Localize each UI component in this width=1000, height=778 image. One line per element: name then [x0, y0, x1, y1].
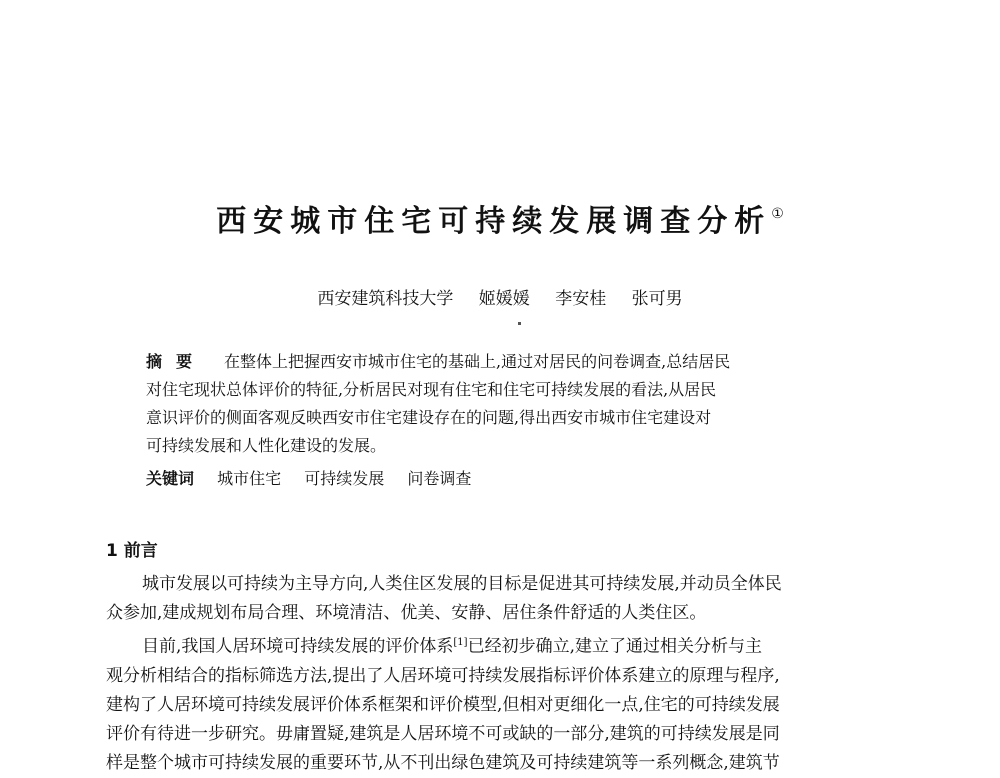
citation-ref[interactable]: [1]	[453, 637, 468, 648]
section-heading: 1 前言	[106, 541, 158, 561]
body-line: 城市发展以可持续为主导方向,人类住区发展的目标是促进其可持续发展,并动员全体民	[142, 574, 782, 594]
body-line: 目前,我国人居环境可持续发展的评价体系[1]已经初步确立,建立了通过相关分析与主	[142, 636, 762, 657]
separator-dot	[518, 322, 521, 325]
body-line: 样是整个城市可持续发展的重要环节,从不刊出绿色建筑及可持续建筑等一系列概念,建筑节	[106, 752, 780, 773]
keyword: 问卷调查	[407, 469, 472, 488]
abstract-line: 可持续发展和人性化建设的发展。	[146, 436, 387, 455]
keywords-label: 关键词	[146, 469, 195, 488]
title-footnote-mark: ①	[771, 206, 784, 222]
body-line: 建构了人居环境可持续发展评价体系框架和评价模型,但相对更细化一点,住宅的可持续发展	[106, 694, 780, 715]
abstract-label: 摘要	[146, 352, 207, 371]
body-line: 观分析相结合的指标筛选方法,提出了人居环境可持续发展指标评价体系建立的原理与程序,	[106, 665, 780, 686]
paper-title	[0, 196, 1000, 240]
keyword: 可持续发展	[304, 469, 385, 488]
body-line: 众参加,建成规划布局合理、环境清洁、优美、安静、居住条件舒适的人类住区。	[106, 603, 707, 623]
abstract-line: 对住宅现状总体评价的特征,分析居民对现有住宅和住宅可持续发展的看法,从居民	[146, 380, 717, 399]
title-text: 西安城市住宅可持续发展调查分析	[216, 204, 772, 239]
affiliation: 西安建筑科技大学	[317, 289, 454, 309]
abstract-line: 意识评价的侧面客观反映西安市住宅建设存在的问题,得出西安市城市住宅建设对	[146, 408, 712, 427]
section-body	[106, 570, 906, 778]
author-name: 张可男	[631, 289, 683, 309]
author-line	[0, 284, 1000, 309]
author-name: 姬媛媛	[478, 289, 530, 309]
abstract-block	[146, 348, 866, 460]
abstract-line: 摘要 在整体上把握西安市城市住宅的基础上,通过对居民的问卷调查,总结居民	[146, 352, 731, 371]
keywords-block	[146, 466, 489, 489]
body-line: 评价有待进一步研究。毋庸置疑,建筑是人居环境不可或缺的一部分,建筑的可持续发展是同	[106, 723, 780, 744]
author-name: 李安桂	[555, 289, 607, 309]
keyword: 城市住宅	[217, 469, 282, 488]
